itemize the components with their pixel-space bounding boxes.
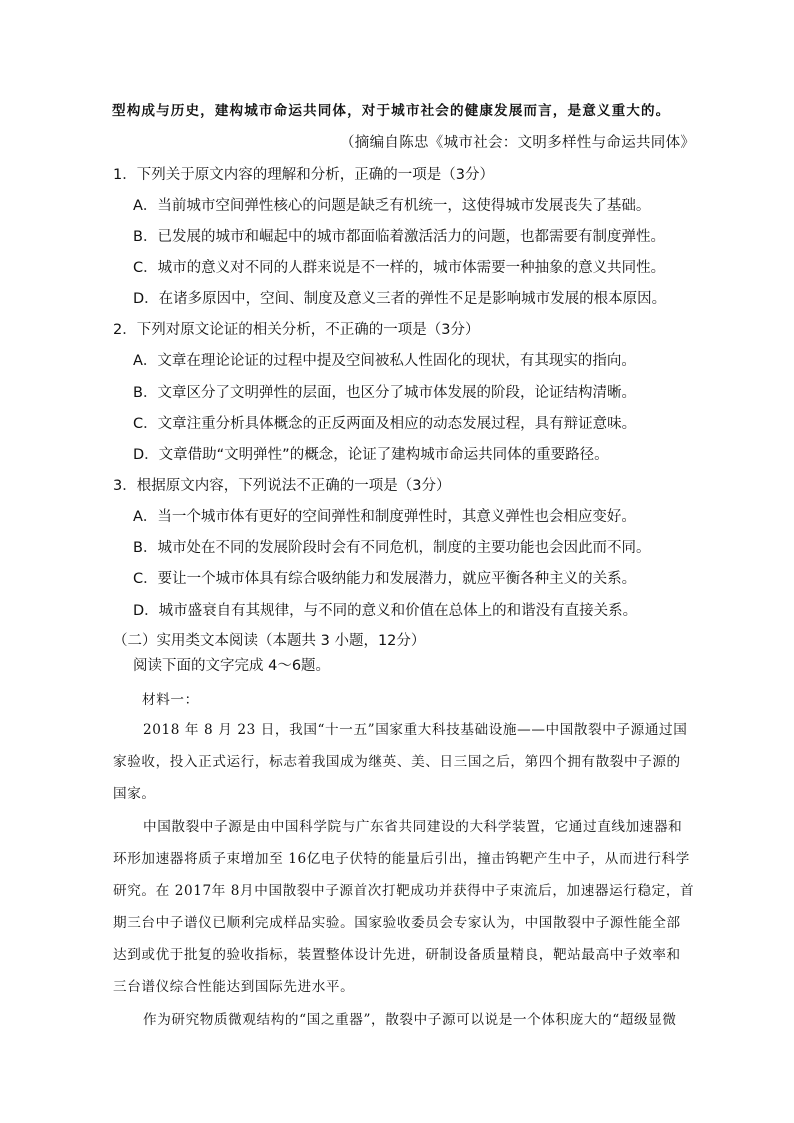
material-line-3: 国家。 xyxy=(113,786,156,802)
section-heading: （二）实用类文本阅读（本题共 3 小题，12分） xyxy=(113,633,426,649)
question-1-option-c: C．城市的意义对不同的人群来说是不一样的，城市体需要一种抽象的意义共同性。 xyxy=(133,260,666,276)
question-1-option-d: D．在诸多原因中，空间、制度及意义三者的弹性不足是影响城市发展的根本原因。 xyxy=(133,291,667,307)
citation: （摘编自陈忠《城市社会：文明多样性与命运共同体》 xyxy=(340,135,696,151)
section-instruction: 阅读下面的文字完成 4～6题。 xyxy=(133,658,331,674)
question-3-option-d: D．城市盛衰自有其规律，与不同的意义和价值在总体上的和谐没有直接关系。 xyxy=(133,603,638,619)
question-2-option-b: B．文章区分了文明弹性的层面，也区分了城市体发展的阶段，论证结构清晰。 xyxy=(133,385,636,401)
material-line-7: 期三台中子谱仪已顺利完成样品实验。国家验收委员会专家认为，中国散裂中子源性能全部 xyxy=(113,915,681,931)
question-1-option-a: A．当前城市空间弹性核心的问题是缺乏有机统一，这使得城市发展丧失了基础。 xyxy=(133,198,651,214)
question-2-option-d: D．文章借助“文明弹性”的概念，论证了建构城市命运共同体的重要路径。 xyxy=(133,447,609,463)
material-line-1: 2018 年 8 月 23 日，我国“十一五”国家重大科技基础设施——中国散裂中子源通过国 xyxy=(143,722,688,738)
material-line-8: 达到或优于批复的验收指标，装置整体设计先进，研制设备质量精良，靶站最高中子效率和 xyxy=(113,947,681,963)
material-line-9: 三台谱仪综合性能达到国际先进水平。 xyxy=(113,979,355,995)
question-3-stem: 3．根据原文内容，下列说法不正确的一项是（3分） xyxy=(113,478,451,494)
question-1-stem: 1．下列关于原文内容的理解和分析，正确的一项是（3分） xyxy=(113,167,494,183)
question-3-option-b: B．城市处在不同的发展阶段时会有不同危机，制度的主要功能也会因此而不同。 xyxy=(133,540,651,556)
material-line-5: 环形加速器将质子束增加至 16亿电子伏特的能量后引出，撞击钨靶产生中子，从而进行科学 xyxy=(113,851,690,867)
material-line-10: 作为研究物质微观结构的“国之重器”，散裂中子源可以说是一个体积庞大的“超级显微 xyxy=(143,1012,677,1028)
passage-tail-line: 型构成与历史，建构城市命运共同体，对于城市社会的健康发展而言，是意义重大的。 xyxy=(112,103,671,119)
question-3-option-c: C．要让一个城市体具有综合吸纳能力和发展潜力，就应平衡各种主义的关系。 xyxy=(133,571,637,587)
material-line-6: 研究。在 2017年 8月中国散裂中子源首次打靶成功并获得中子束流后，加速器运行稳定，首 xyxy=(113,883,695,899)
material-line-2: 家验收，投入正式运行，标志着我国成为继英、美、日三国之后，第四个拥有散裂中子源的 xyxy=(113,754,681,770)
question-2-option-a: A．文章在理论论证的过程中提及空间被私人性固化的现状，有其现实的指向。 xyxy=(133,353,636,369)
question-1-option-b: B．已发展的城市和崛起中的城市都面临着激活活力的问题，也都需要有制度弹性。 xyxy=(133,229,665,245)
question-2-stem: 2．下列对原文论证的相关分析，不正确的一项是（3分） xyxy=(113,322,480,338)
question-2-option-c: C．文章注重分析具体概念的正反两面及相应的动态发展过程，具有辩证意味。 xyxy=(133,416,637,432)
material-line-4: 中国散裂中子源是由中国科学院与广东省共同建设的大科学装置，它通过直线加速器和 xyxy=(143,819,683,835)
material-label: 材料一： xyxy=(142,692,199,708)
question-3-option-a: A．当一个城市体有更好的空间弹性和制度弹性时，其意义弹性也会相应变好。 xyxy=(133,509,636,525)
